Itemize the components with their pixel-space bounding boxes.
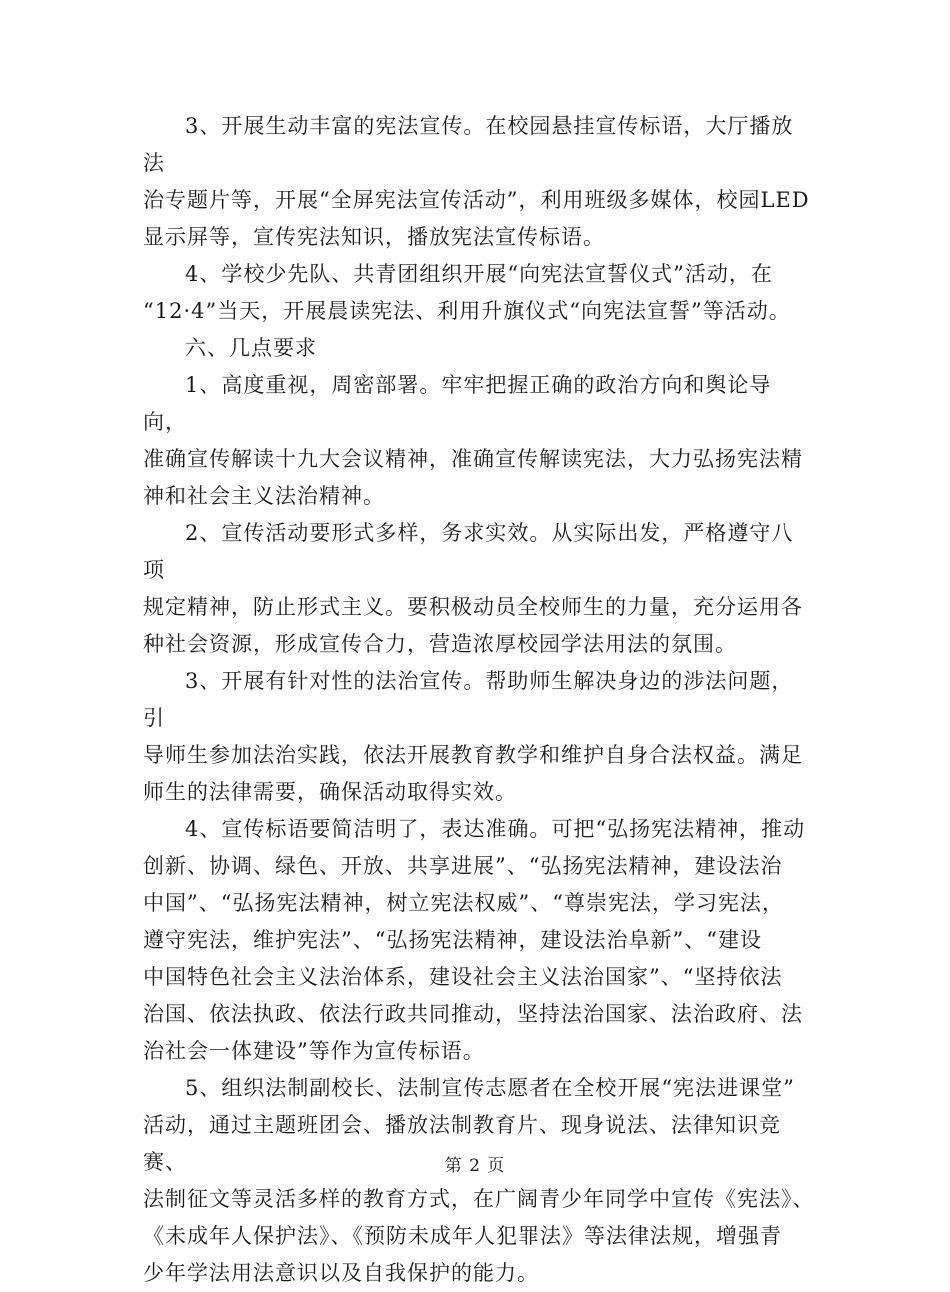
text-line: 准确宣传解读十九大会议精神，准确宣传解读宪法，大力弘扬宪法精 [143, 447, 803, 471]
text-line: 2、宣传活动要形式多样，务求实效。从实际出发，严格遵守八项 [143, 521, 794, 582]
paragraph [143, 515, 815, 663]
text-line: “12·4”当天，开展晨读宪法、利用升旗仪式“向宪法宣誓”等活动。 [143, 299, 791, 323]
text-line: 4、学校少先队、共青团组织开展“向宪法宣誓仪式”活动，在 [185, 262, 773, 286]
text-line: 中国”、“弘扬宪法精神，树立宪法权威”、“尊崇宪法，学习宪法， [143, 891, 784, 915]
text-line: 遵守宪法，维护宪法”、“弘扬宪法精神，建设法治阜新”、“建设 [143, 928, 762, 952]
text-line: 导师生参加法治实践，依法开展教育教学和维护自身合法权益。满足 [143, 743, 803, 767]
text-line: 活动，通过主题班团会、播放法制教育片、现身说法、法律知识竞赛、 [143, 1113, 781, 1174]
paragraph-list [143, 108, 815, 1292]
document-body [143, 108, 815, 1292]
text-line: 治国、依法执政、依法行政共同推动，坚持法治国家、法治政府、法 [143, 1002, 803, 1026]
text-line: 中国特色社会主义法治体系，建设社会主义法治国家”、“坚持依法 [143, 965, 783, 989]
text-line: 治专题片等，开展“全屏宪法宣传活动”，利用班级多媒体，校园LED [143, 188, 810, 212]
text-line: 神和社会主义法治精神。 [143, 484, 385, 508]
text-line: 1、高度重视，周密部署。牢牢把握正确的政治方向和舆论导向， [143, 373, 772, 434]
text-line: 3、开展生动丰富的宪法宣传。在校园悬挂宣传标语，大厅播放法 [143, 114, 794, 175]
text-line: 种社会资源，形成宣传合力，营造浓厚校园学法用法的氛围。 [143, 632, 737, 656]
text-line: 六、几点要求 [185, 336, 317, 360]
text-line: 3、开展有针对性的法治宣传。帮助师生解决身边的涉法问题，引 [143, 669, 794, 730]
text-line: 治社会一体建设”等作为宣传标语。 [143, 1039, 485, 1063]
text-line: 法制征文等灵活多样的教育方式，在广阔青少年同学中宣传《宪法》、 [143, 1187, 815, 1211]
text-line: 《未成年人保护法》、《预防未成年人犯罪法》等法律法规，增强青 [143, 1224, 782, 1248]
text-line: 显示屏等，宣传宪法知识，播放宪法宣传标语。 [143, 225, 605, 249]
paragraph [143, 256, 815, 330]
paragraph [143, 811, 815, 1070]
page-number: 第 2 页 [444, 1156, 506, 1176]
paragraph [143, 108, 815, 256]
text-line: 规定精神，防止形式主义。要积极动员全校师生的力量，充分运用各 [143, 595, 803, 619]
paragraph [143, 330, 815, 367]
text-line: 4、宣传标语要简洁明了，表达准确。可把“弘扬宪法精神，推动 [185, 817, 806, 841]
text-line: 5、组织法制副校长、法制宣传志愿者在全校开展“宪法进课堂” [185, 1076, 795, 1100]
paragraph [143, 663, 815, 811]
text-line: 创新、协调、绿色、开放、共享进展”、“弘扬宪法精神，建设法治 [143, 854, 783, 878]
paragraph [143, 1070, 815, 1292]
text-line: 师生的法律需要，确保活动取得实效。 [143, 780, 517, 804]
paragraph [143, 367, 815, 515]
text-line: 少年学法用法意识以及自我保护的能力。 [143, 1261, 539, 1285]
